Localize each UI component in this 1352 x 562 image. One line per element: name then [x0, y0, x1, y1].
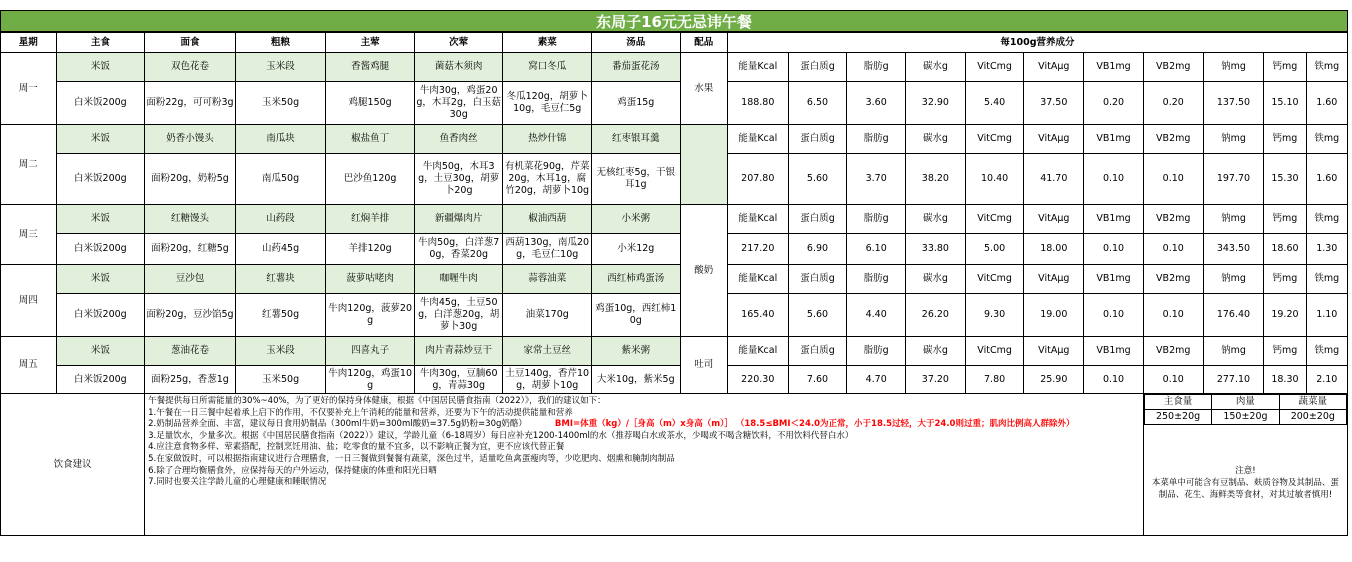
nutrient-label: 脂肪g [847, 125, 906, 154]
nutrient-value: 9.30 [965, 294, 1024, 337]
dish-name: 鱼香肉丝 [414, 125, 503, 154]
nutrient-value: 0.20 [1143, 82, 1203, 125]
nutrient-label: 能量Kcal [727, 53, 788, 82]
nutrient-label: VitCmg [965, 205, 1024, 234]
dish-ingredients: 牛肉50g，白洋葱70g，香菜20g [414, 234, 503, 265]
day-label: 周二 [1, 125, 57, 205]
nutrient-value: 197.70 [1203, 154, 1264, 205]
menu-table [0, 32, 1348, 536]
advice-item-text: 2.奶制品营养全面、丰富，建议每日食用奶制品（300ml牛奶=300ml酸奶=37.5g奶粉=30g奶酪） [148, 419, 527, 430]
nutrient-value: 18.00 [1024, 234, 1084, 265]
portion-value-row [1144, 410, 1346, 425]
nutrient-label: 铁mg [1306, 265, 1347, 294]
dish-ingredients: 鸡腿150g [326, 82, 415, 125]
dish-ingredients: 牛肉120g，菠萝20g [326, 294, 415, 337]
nutrient-label: 钙mg [1264, 125, 1306, 154]
dish-ingredients: 白米饭200g [56, 154, 145, 205]
header-side-meat: 次荤 [414, 33, 503, 53]
extra-item [680, 125, 727, 205]
advice-item [148, 477, 1140, 489]
portion-panel [1143, 394, 1347, 536]
bmi-formula: BMI=体重（kg）/［身高（m）x身高（m）］ （18.5≤BMI＜24.0为正常，小于18.5过轻，大于24.0则过重；肌肉比例高人群除外） [554, 419, 1075, 430]
nutrient-value: 137.50 [1203, 82, 1264, 125]
dish-ingredients: 冬瓜120g，胡萝卜10g，毛豆仁5g [503, 82, 592, 125]
advice-item-text: 4.应注意食物多样、荤素搭配，控制烹饪用油、盐；吃零食的量不宜多，以不影响正餐为宜，更不应该代替正餐 [148, 442, 565, 453]
dish-name: 小米粥 [592, 205, 681, 234]
nutrient-label: 能量Kcal [727, 205, 788, 234]
allergy-note-title: 注意! [1235, 466, 1256, 476]
advice-label: 饮食建议 [1, 394, 145, 536]
nutrient-label: 钙mg [1264, 53, 1306, 82]
dish-name: 米饭 [56, 337, 145, 366]
day-dish-row [1, 265, 1348, 294]
dish-name: 玉米段 [235, 53, 326, 82]
nutrient-label: 铁mg [1306, 205, 1347, 234]
nutrient-label: 碳水g [906, 265, 966, 294]
nutrient-value: 7.60 [788, 366, 847, 394]
header-grain: 粗粮 [235, 33, 326, 53]
allergy-note-text: 本菜单中可能含有豆制品、麸质谷物及其制品、蛋制品、花生、海鲜类等食材，对其过敏者慎用! [1151, 478, 1339, 500]
header-nutrition: 每100g营养成分 [727, 33, 1347, 53]
nutrient-label: 能量Kcal [727, 337, 788, 366]
nutrient-value: 5.60 [788, 154, 847, 205]
nutrient-value: 6.50 [788, 82, 847, 125]
nutrient-label: VitAμg [1024, 53, 1084, 82]
nutrient-label: VitAμg [1024, 205, 1084, 234]
nutrient-label: 铁mg [1306, 125, 1347, 154]
nutrient-value: 165.40 [727, 294, 788, 337]
dish-ingredients: 油菜170g [503, 294, 592, 337]
nutrient-value: 176.40 [1203, 294, 1264, 337]
nutrient-label: VitCmg [965, 53, 1024, 82]
dish-name: 双色花卷 [145, 53, 236, 82]
nutrient-value: 5.60 [788, 294, 847, 337]
day-ingredient-row [1, 154, 1348, 205]
portion-header: 主食量 [1144, 395, 1211, 410]
dish-ingredients: 有机菜花90g，芹菜20g，木耳1g，腐竹20g，胡萝卜10g [503, 154, 592, 205]
day-label: 周三 [1, 205, 57, 265]
dish-ingredients: 玉米50g [235, 82, 326, 125]
dish-ingredients: 白米饭200g [56, 82, 145, 125]
nutrient-label: 碳水g [906, 125, 966, 154]
nutrient-label: VB1mg [1084, 265, 1144, 294]
nutrient-label: 蛋白质g [788, 337, 847, 366]
nutrient-value: 188.80 [727, 82, 788, 125]
nutrient-value: 343.50 [1203, 234, 1264, 265]
dish-ingredients: 牛肉50g，木耳3g，土豆30g，胡萝卜20g [414, 154, 503, 205]
portion-header: 肉量 [1212, 395, 1279, 410]
dish-ingredients: 白米饭200g [56, 294, 145, 337]
dish-ingredients: 鸡蛋10g，西红柿10g [592, 294, 681, 337]
dish-name: 米饭 [56, 125, 145, 154]
day-dish-row [1, 337, 1348, 366]
day-ingredient-row [1, 82, 1348, 125]
nutrient-label: 铁mg [1306, 337, 1347, 366]
advice-item [148, 454, 1140, 466]
nutrient-value: 220.30 [727, 366, 788, 394]
extra-item: 水果 [680, 53, 727, 125]
dish-name: 菠萝咕咾肉 [326, 265, 415, 294]
dish-ingredients: 巴沙鱼120g [326, 154, 415, 205]
dish-name: 红枣银耳羹 [592, 125, 681, 154]
nutrient-label: VB2mg [1143, 265, 1203, 294]
nutrient-value: 32.90 [906, 82, 966, 125]
day-label: 周五 [1, 337, 57, 394]
nutrient-label: 蛋白质g [788, 205, 847, 234]
nutrient-value: 19.20 [1264, 294, 1306, 337]
header-day: 星期 [1, 33, 57, 53]
nutrient-value: 1.30 [1306, 234, 1347, 265]
nutrient-label: VB2mg [1143, 53, 1203, 82]
dish-name: 香酱鸡腿 [326, 53, 415, 82]
advice-item [148, 466, 1140, 478]
advice-item [148, 419, 1140, 431]
nutrient-label: VB2mg [1143, 337, 1203, 366]
dish-name: 玉米段 [235, 337, 326, 366]
nutrient-value: 0.20 [1084, 82, 1144, 125]
advice-item-text: 1.午餐在一日三餐中起着承上启下的作用，不仅要补充上午消耗的能量和营养，还要为下午的活动提供能量和营养 [148, 407, 573, 418]
nutrient-value: 25.90 [1024, 366, 1084, 394]
day-dish-row [1, 125, 1348, 154]
advice-row [1, 394, 1348, 536]
header-vegetable: 素菜 [503, 33, 592, 53]
dish-ingredients: 土豆140g，香芹10g，胡萝卜10g [503, 366, 592, 394]
nutrient-value: 3.70 [847, 154, 906, 205]
dish-name: 葱油花卷 [145, 337, 236, 366]
nutrient-label: 能量Kcal [727, 265, 788, 294]
dish-name: 肉片青蒜炒豆干 [414, 337, 503, 366]
nutrient-label: VB1mg [1084, 205, 1144, 234]
dish-name: 米饭 [56, 265, 145, 294]
nutrient-value: 26.20 [906, 294, 966, 337]
nutrient-label: VitAμg [1024, 265, 1084, 294]
nutrient-label: 碳水g [906, 337, 966, 366]
dish-ingredients: 南瓜50g [235, 154, 326, 205]
nutrient-value: 1.10 [1306, 294, 1347, 337]
nutrient-value: 18.30 [1264, 366, 1306, 394]
nutrient-value: 37.20 [906, 366, 966, 394]
nutrient-value: 1.60 [1306, 154, 1347, 205]
nutrient-label: 钙mg [1264, 265, 1306, 294]
nutrient-value: 0.10 [1084, 366, 1144, 394]
dish-ingredients: 牛肉30g，鸡蛋20g，木耳2g，白玉菇30g [414, 82, 503, 125]
nutrient-value: 10.40 [965, 154, 1024, 205]
dish-ingredients: 红薯50g [235, 294, 326, 337]
day-ingredient-row [1, 366, 1348, 394]
nutrient-label: 碳水g [906, 205, 966, 234]
nutrient-label: VitCmg [965, 265, 1024, 294]
nutrient-label: 钠mg [1203, 337, 1264, 366]
nutrient-value: 217.20 [727, 234, 788, 265]
dish-ingredients: 面粉22g，可可粉3g [145, 82, 236, 125]
nutrient-value: 38.20 [906, 154, 966, 205]
nutrient-value: 0.10 [1143, 234, 1203, 265]
dish-ingredients: 无核红枣5g，干银耳1g [592, 154, 681, 205]
nutrient-value: 19.00 [1024, 294, 1084, 337]
nutrient-label: 碳水g [906, 53, 966, 82]
dish-name: 热炒什锦 [503, 125, 592, 154]
dish-name: 山药段 [235, 205, 326, 234]
dish-name: 红糖馒头 [145, 205, 236, 234]
nutrient-label: 钠mg [1203, 205, 1264, 234]
nutrient-value: 0.10 [1084, 294, 1144, 337]
nutrient-value: 15.30 [1264, 154, 1306, 205]
dish-ingredients: 山药45g [235, 234, 326, 265]
dish-name: 四喜丸子 [326, 337, 415, 366]
nutrient-value: 0.10 [1143, 154, 1203, 205]
portion-value: 200±20g [1279, 410, 1346, 425]
nutrient-value: 0.10 [1143, 294, 1203, 337]
nutrient-value: 15.10 [1264, 82, 1306, 125]
advice-text [145, 394, 1144, 536]
dish-ingredients: 面粉25g，香葱1g [145, 366, 236, 394]
dish-name: 咖喱牛肉 [414, 265, 503, 294]
dish-ingredients: 小米12g [592, 234, 681, 265]
dish-name: 椒盐鱼丁 [326, 125, 415, 154]
nutrient-value: 6.10 [847, 234, 906, 265]
nutrient-label: VitCmg [965, 125, 1024, 154]
dish-name: 蒜蓉油菜 [503, 265, 592, 294]
day-dish-row [1, 53, 1348, 82]
nutrient-label: VitCmg [965, 337, 1024, 366]
nutrient-label: 钠mg [1203, 265, 1264, 294]
extra-item: 酸奶 [680, 205, 727, 337]
dish-name: 窝口冬瓜 [503, 53, 592, 82]
nutrient-value: 6.90 [788, 234, 847, 265]
dish-name: 菌菇木须肉 [414, 53, 503, 82]
dish-ingredients: 牛肉120g，鸡蛋10g [326, 366, 415, 394]
nutrient-label: 脂肪g [847, 205, 906, 234]
dish-name: 红焖羊排 [326, 205, 415, 234]
nutrient-label: VitAμg [1024, 337, 1084, 366]
nutrient-label: 蛋白质g [788, 125, 847, 154]
dish-ingredients: 玉米50g [235, 366, 326, 394]
header-main-meat: 主荤 [326, 33, 415, 53]
dish-name: 米饭 [56, 205, 145, 234]
nutrient-value: 3.60 [847, 82, 906, 125]
nutrient-label: 铁mg [1306, 53, 1347, 82]
nutrient-value: 18.60 [1264, 234, 1306, 265]
nutrient-label: 蛋白质g [788, 53, 847, 82]
header-row [1, 33, 1348, 53]
nutrient-value: 2.10 [1306, 366, 1347, 394]
dish-name: 南瓜块 [235, 125, 326, 154]
advice-item-text: 3.足量饮水，少量多次。根据《中国居民膳食指南（2022）》建议，学龄儿童（6-18周岁）每日应补充1200-1400ml的水（推荐喝白水或茶水，少喝或不喝含糖饮料，不用饮料代替白水） [148, 430, 854, 441]
nutrient-value: 277.10 [1203, 366, 1264, 394]
nutrient-label: VB2mg [1143, 125, 1203, 154]
day-ingredient-row [1, 234, 1348, 265]
portion-header-row [1144, 395, 1346, 410]
allergy-note [1144, 425, 1347, 501]
dish-name: 番茄蛋花汤 [592, 53, 681, 82]
dish-name: 奶香小馒头 [145, 125, 236, 154]
dish-ingredients: 面粉20g，奶粉5g [145, 154, 236, 205]
header-pastry: 面食 [145, 33, 236, 53]
header-extra: 配品 [680, 33, 727, 53]
nutrient-value: 207.80 [727, 154, 788, 205]
nutrient-value: 4.40 [847, 294, 906, 337]
nutrient-label: VB1mg [1084, 53, 1144, 82]
dish-ingredients: 牛肉30g，豆腩60g，青蒜30g [414, 366, 503, 394]
dish-name: 家常土豆丝 [503, 337, 592, 366]
dish-ingredients: 羊排120g [326, 234, 415, 265]
day-label: 周四 [1, 265, 57, 337]
day-dish-row [1, 205, 1348, 234]
dish-ingredients: 西葫130g，南瓜20g，毛豆仁10g [503, 234, 592, 265]
nutrient-label: VB1mg [1084, 337, 1144, 366]
dish-ingredients: 面粉20g，豆沙馅5g [145, 294, 236, 337]
nutrient-label: VitAμg [1024, 125, 1084, 154]
portion-table [1144, 394, 1347, 425]
nutrient-value: 0.10 [1084, 154, 1144, 205]
header-soup: 汤品 [592, 33, 681, 53]
menu-title: 东局子16元无忌讳午餐 [0, 10, 1348, 32]
nutrient-label: VB2mg [1143, 205, 1203, 234]
dish-ingredients: 面粉20g，红糖5g [145, 234, 236, 265]
dish-name: 新疆爆肉片 [414, 205, 503, 234]
dish-name: 红薯块 [235, 265, 326, 294]
advice-item [148, 431, 1140, 443]
nutrient-label: 钠mg [1203, 53, 1264, 82]
nutrient-value: 0.10 [1143, 366, 1203, 394]
day-label: 周一 [1, 53, 57, 125]
nutrient-label: 钙mg [1264, 337, 1306, 366]
nutrient-label: 脂肪g [847, 337, 906, 366]
dish-name: 椒油西葫 [503, 205, 592, 234]
advice-item-text: 5.在家做饭时，可以根据指南建议进行合理膳食，一日三餐做到餐餐有蔬菜，深色过半，适量吃鱼禽蛋瘦肉等，少吃肥肉、烟熏和腌制肉制品 [148, 453, 675, 464]
extra-item: 吐司 [680, 337, 727, 394]
nutrient-label: 能量Kcal [727, 125, 788, 154]
portion-value: 250±20g [1144, 410, 1211, 425]
nutrient-value: 7.80 [965, 366, 1024, 394]
dish-name: 西红柿鸡蛋汤 [592, 265, 681, 294]
advice-item-text: 6.除了合理均衡膳食外，应保持每天的户外运动，保持健康的体重和阳光日晒 [148, 465, 437, 476]
nutrient-value: 37.50 [1024, 82, 1084, 125]
advice-item-text: 7.同时也要关注学龄儿童的心理健康和睡眠情况 [148, 477, 327, 488]
nutrient-label: 脂肪g [847, 265, 906, 294]
nutrient-label: 钠mg [1203, 125, 1264, 154]
portion-value: 150±20g [1212, 410, 1279, 425]
nutrient-value: 0.10 [1084, 234, 1144, 265]
nutrient-value: 5.00 [965, 234, 1024, 265]
portion-header: 蔬菜量 [1279, 395, 1346, 410]
dish-ingredients: 白米饭200g [56, 366, 145, 394]
nutrient-value: 33.80 [906, 234, 966, 265]
header-staple: 主食 [56, 33, 145, 53]
dish-ingredients: 大米10g，紫米5g [592, 366, 681, 394]
dish-name: 紫米粥 [592, 337, 681, 366]
nutrient-value: 1.60 [1306, 82, 1347, 125]
advice-item [148, 408, 1140, 420]
nutrient-value: 41.70 [1024, 154, 1084, 205]
nutrient-label: 脂肪g [847, 53, 906, 82]
nutrient-label: 蛋白质g [788, 265, 847, 294]
nutrient-label: 钙mg [1264, 205, 1306, 234]
dish-ingredients: 牛肉45g，土豆50g，白洋葱20g，胡萝卜30g [414, 294, 503, 337]
dish-name: 豆沙包 [145, 265, 236, 294]
advice-item [148, 442, 1140, 454]
day-ingredient-row [1, 294, 1348, 337]
nutrient-value: 5.40 [965, 82, 1024, 125]
advice-intro: 午餐提供每日所需能量的30%~40%，为了更好的保持身体健康，根据《中国居民膳食指南（2022）》，我们的建议如下： [148, 396, 606, 406]
dish-ingredients: 鸡蛋15g [592, 82, 681, 125]
dish-ingredients: 白米饭200g [56, 234, 145, 265]
dish-name: 米饭 [56, 53, 145, 82]
nutrient-value: 4.70 [847, 366, 906, 394]
nutrient-label: VB1mg [1084, 125, 1144, 154]
